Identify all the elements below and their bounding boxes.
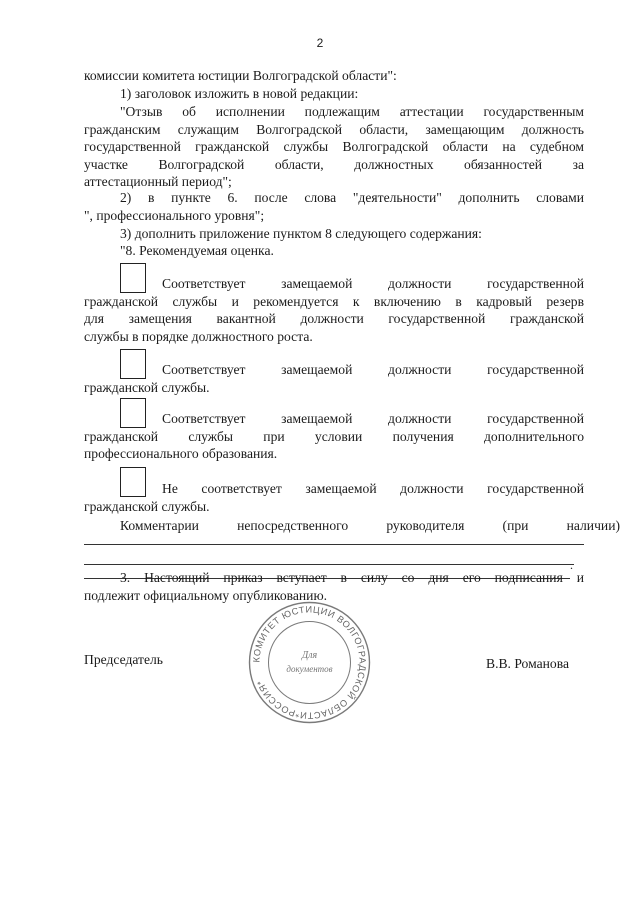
seal-center-line-2: документов xyxy=(286,664,333,674)
page-number: 2 xyxy=(316,36,324,50)
item-3-paragraph: 3) дополнить приложение пунктом 8 следующего содержания: xyxy=(120,226,482,241)
effective-line: 3. Настоящий приказ вступает в силу со дня его подписания и xyxy=(120,570,584,585)
option-1-text xyxy=(84,275,584,345)
item-2-line: 2) в пункте 6. после слова "деятельности" дополнить словами xyxy=(120,190,584,205)
option-3-line: профессионального образования. xyxy=(84,446,278,462)
quote-line: гражданским служащим Волгоградской области, замещающим должность xyxy=(84,121,584,137)
paragraph-continuation: комиссии комитета юстиции Волгоградской области": xyxy=(84,68,397,83)
signatory-name: В.В. Романова xyxy=(486,656,569,671)
option-1-line: для замещения вакантной должности государственной гражданской xyxy=(84,311,584,327)
comments-label: Комментарии непосредственного руководителя (при наличии) xyxy=(120,518,620,533)
quote-line: участке Волгоградской области, должностных обязанностей за xyxy=(84,156,584,172)
comments-line-1[interactable] xyxy=(84,544,584,545)
item-2-line: ", профессионального уровня"; xyxy=(84,207,265,223)
option-3-line: Соответствует замещаемой должности государственной xyxy=(162,411,584,426)
option-1-line: службы в порядке должностного роста. xyxy=(84,328,313,344)
option-1-line: Соответствует замещаемой должности государственной xyxy=(162,276,584,291)
new-title-quote xyxy=(84,103,584,191)
option-3-line: гражданской службы при условии получения дополнительного xyxy=(84,428,584,444)
seal-ring-text: КОМИТЕТ ЮСТИЦИИ ВОЛГОГРАДСКОЙ ОБЛАСТИ*РОССИЯ* xyxy=(251,604,368,721)
comments-line-2[interactable] xyxy=(84,564,574,565)
effective-date-paragraph xyxy=(84,569,584,604)
official-seal xyxy=(247,600,372,725)
option-4-text xyxy=(84,480,584,515)
quote-line: государственной гражданской службы Волгоградской области на судебном xyxy=(84,139,584,155)
option-2-text xyxy=(84,361,584,396)
option-3-text xyxy=(84,410,584,463)
option-2-line: Соответствует замещаемой должности государственной xyxy=(162,362,584,377)
item-1-heading: 1) заголовок изложить в новой редакции: xyxy=(120,86,359,101)
option-4-line: гражданской службы. xyxy=(84,498,210,514)
option-4-line: Не соответствует замещаемой должности государственной xyxy=(162,481,584,496)
quote-line: аттестационный период"; xyxy=(84,174,232,190)
comments-end-mark: . xyxy=(570,558,573,572)
option-2-line: гражданской службы. xyxy=(84,379,210,395)
quote-line: "Отзыв об исполнении подлежащим аттестации государственным xyxy=(120,104,584,119)
effective-line: подлежит официальному опубликованию. xyxy=(84,587,328,603)
item-2-paragraph xyxy=(84,189,584,224)
seal-center-line-1: Для xyxy=(301,650,318,661)
signatory-position: Председатель xyxy=(84,652,163,667)
option-1-line: гражданской службы и рекомендуется к включению в кадровый резерв xyxy=(84,293,584,309)
recommended-rating-heading: "8. Рекомендуемая оценка. xyxy=(120,243,274,258)
